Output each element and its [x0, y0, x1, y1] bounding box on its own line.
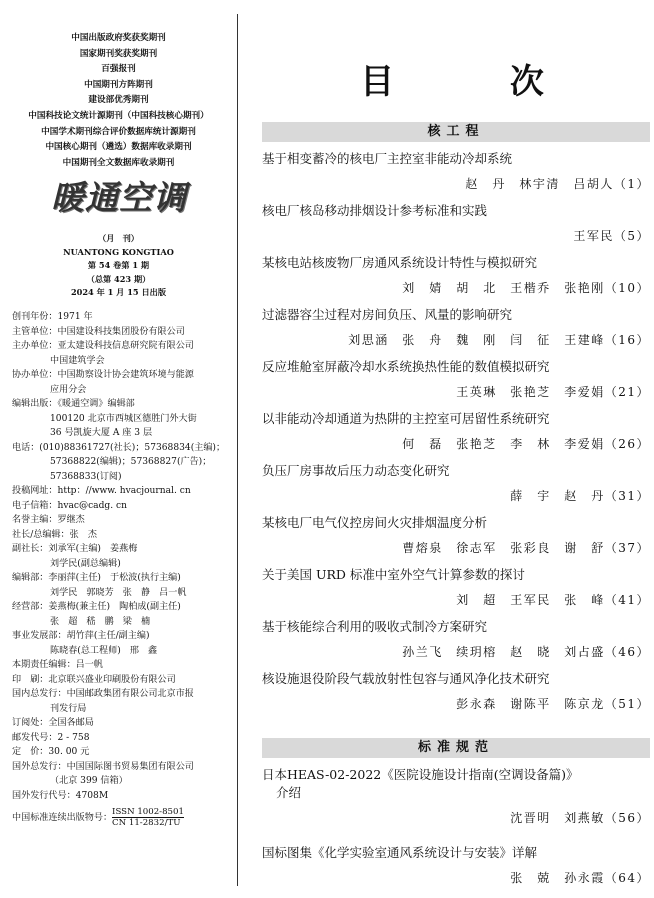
info-value: 胡竹萍(主任/副主编) [66, 631, 150, 641]
award-item: 中国核心期刊（遴选）数据库收录期刊 [45, 142, 192, 153]
article-title: 基于相变蓄冷的核电厂主控室非能动冷却系统 [262, 151, 513, 166]
info-label: 国外总发行： [12, 761, 67, 772]
info-row [12, 745, 234, 760]
issn: ISSN 1002-8501 [112, 807, 184, 817]
article-authors-page: 赵 丹 林宇清 吕胡人（1） [465, 177, 650, 191]
info-value: 2 - 758 [57, 732, 90, 743]
info-row [12, 325, 234, 340]
info-row [12, 499, 234, 514]
article-authors-page: 何 磊 张艳芝 李 林 李爱娟（26） [402, 437, 650, 451]
article-authors-page: 沈晋明 刘燕敏（56） [510, 811, 650, 825]
info-value-continued: 张 超 嵇 鹏 梁 楠 [50, 616, 151, 627]
info-row [12, 658, 234, 673]
info-value: hvac@cadg. cn [57, 500, 127, 511]
award-item: 国家期刊奖获奖期刊 [79, 48, 158, 59]
serial-number-label: 中国标准连续出版物号： [12, 813, 113, 823]
info-label: 本期责任编辑： [12, 660, 76, 670]
publication-info [12, 310, 234, 828]
info-label: 经营部： [12, 602, 49, 612]
info-value-continued: 100120 北京市西城区德胜门外大街 [50, 413, 197, 424]
info-value: 刘承军(主编) 姜燕梅 [48, 544, 138, 554]
toc-entry[interactable] [262, 202, 650, 245]
toc-entry[interactable] [262, 514, 650, 557]
info-label: 印 刷： [12, 674, 49, 685]
article-authors-page: 彭永森 谢陈平 陈京龙（51） [456, 697, 650, 711]
toc-title: 目 次 [360, 62, 596, 102]
article-authors-page: 刘 婧 胡 北 王楷乔 张艳刚（10） [402, 281, 650, 295]
award-item: 中国期刊全文数据库收录期刊 [62, 157, 175, 168]
info-row [12, 368, 234, 397]
info-label: 国外发行代号： [12, 790, 76, 801]
info-value: 中国邮政集团有限公司北京市报 [66, 689, 194, 699]
info-value-continued: 中国建筑学会 [50, 355, 105, 366]
article-title: 负压厂房事故后压力动态变化研究 [262, 463, 450, 478]
info-value: 中国建设科技集团股份有限公司 [57, 326, 185, 337]
info-label: 编辑出版： [12, 399, 58, 409]
issue-info [0, 232, 237, 300]
info-row [12, 484, 234, 499]
info-value: 李丽萍(主任) 于松波(执行主编) [48, 573, 181, 583]
info-label: 定 价： [12, 747, 49, 757]
info-value-continued: 刊发行局 [50, 703, 87, 714]
info-row [12, 716, 234, 731]
serial-number-row [12, 807, 234, 828]
volume: 第 54 卷第 1 期 [87, 260, 150, 271]
info-value: 吕一帆 [75, 660, 103, 670]
toc-entry[interactable] [262, 844, 650, 887]
info-row [12, 397, 234, 441]
info-row [12, 441, 234, 485]
section-header: 核工程 [262, 122, 650, 142]
info-label: 协办单位： [12, 370, 58, 380]
toc-entry[interactable] [262, 670, 650, 713]
info-value-continued: 陈晓春(总工程师) 邢 鑫 [50, 645, 158, 656]
article-title: 某核电厂电气仪控房间火灾排烟温度分析 [262, 515, 488, 530]
info-label: 社长/总编辑： [12, 529, 70, 540]
masthead-column [0, 0, 237, 898]
info-label: 订阅处： [12, 718, 49, 728]
article-title: 某核电站核废物厂房通风系统设计特性与模拟研究 [262, 255, 538, 270]
column-divider [237, 14, 238, 886]
publish-date: 2024 年 1 月 15 日出版 [70, 287, 167, 298]
article-authors-page: 孙兰飞 续玥榕 赵 晓 刘占盛（46） [402, 645, 650, 659]
info-row [12, 542, 234, 571]
info-value: 北京联兴盛业印刷股份有限公司 [48, 674, 176, 685]
info-value: 张 杰 [69, 529, 97, 540]
toc-entry[interactable] [262, 462, 650, 505]
info-row [12, 687, 234, 716]
info-label: 编辑部： [12, 573, 49, 583]
article-authors-page: 张 兢 孙永霞（64） [510, 871, 650, 885]
info-row [12, 600, 234, 629]
info-label: 电话： [12, 442, 40, 453]
article-authors-page: 刘思涵 张 舟 魏 刚 闫 征 王建峰（16） [348, 333, 650, 347]
award-item: 中国学术期刊综合评价数据库统计源期刊 [41, 126, 196, 137]
info-value: (010)88361727(社长)；57368834(主编)； [39, 442, 226, 453]
article-title-continued: 介绍 [276, 785, 302, 800]
toc-entry[interactable] [262, 358, 650, 401]
article-title: 国标图集《化学实验室通风系统设计与安装》详解 [262, 845, 538, 860]
info-row [12, 629, 234, 658]
info-value-continued: 57368833(订阅) [50, 471, 122, 482]
info-label: 邮发代号： [12, 732, 58, 743]
article-authors-page: 王英琳 张艳芝 李爱娟（21） [456, 385, 650, 399]
article-authors-page: 王军民（5） [573, 229, 650, 243]
article-title: 基于核能综合利用的吸收式制冷方案研究 [262, 619, 488, 634]
info-value: http：//www. hvacjournal. cn [57, 486, 191, 496]
info-value: 《暖通空调》编辑部 [57, 399, 135, 409]
info-label: 主管单位： [12, 326, 58, 337]
frequency: （月 刊） [98, 233, 139, 243]
info-row [12, 789, 234, 804]
toc-entry[interactable] [262, 618, 650, 661]
info-value: 中国勘察设计协会建筑环境与能源 [57, 370, 194, 380]
info-value: 4708M [75, 790, 109, 801]
info-label: 投稿网址： [12, 486, 58, 496]
info-label: 事业发展部： [12, 631, 67, 641]
info-value-continued: 刘学民(副总编辑) [50, 558, 121, 569]
info-value-continued: 刘学民 郭晓芳 张 静 吕一帆 [50, 587, 187, 598]
article-authors-page: 刘 超 王军民 张 峰（41） [456, 593, 650, 607]
article-title: 以非能动冷却通道为热阱的主控室可居留性系统研究 [262, 411, 550, 426]
award-item: 建设部优秀期刊 [88, 95, 149, 106]
article-title: 核电厂核岛移动排烟设计参考标准和实践 [262, 203, 488, 218]
info-value-continued: 36 号凯旋大厦 A 座 3 层 [50, 428, 153, 438]
awards-list [0, 31, 237, 171]
info-label: 名誉主编： [12, 515, 58, 525]
toc-entry[interactable] [262, 150, 650, 193]
info-label: 副社长： [12, 544, 49, 554]
info-value: 罗继杰 [57, 515, 85, 525]
article-authors-page: 曹熔泉 徐志军 张彩良 谢 舒（37） [402, 541, 650, 555]
table-of-contents [250, 0, 650, 898]
info-value: 姜燕梅(兼主任) 陶柏成(副主任) [48, 602, 181, 612]
section-header: 标准规范 [262, 738, 650, 758]
info-value: 全国各邮局 [48, 718, 94, 728]
pinyin-title: NUANTONG KONGTIAO [63, 246, 174, 257]
info-row [12, 310, 234, 325]
info-value-continued: 应用分会 [50, 384, 87, 395]
cn-number: CN 11-2832/TU [112, 818, 181, 828]
info-value-continued: （北京 399 信箱） [50, 776, 128, 786]
info-value: 中国国际图书贸易集团有限公司 [66, 761, 194, 772]
info-row [12, 528, 234, 543]
article-title: 核设施退役阶段气载放射性包容与通风净化技术研究 [262, 671, 550, 686]
info-row [12, 731, 234, 746]
info-row [12, 339, 234, 368]
toc-entry[interactable] [262, 766, 650, 827]
award-item: 中国科技论文统计源期刊（中国科技核心期刊） [28, 110, 209, 121]
article-authors-page: 薛 宇 赵 丹（31） [510, 489, 650, 503]
article-title: 日本HEAS-02-2022《医院设施设计指南(空调设备篇)》 [262, 767, 579, 782]
toc-entry[interactable] [262, 306, 650, 349]
article-title: 反应堆舱室屏蔽冷却水系统换热性能的数值模拟研究 [262, 359, 550, 374]
award-item: 中国期刊方阵期刊 [84, 79, 153, 90]
info-value: 亚太建设科技信息研究院有限公司 [57, 341, 194, 351]
info-row [12, 571, 234, 600]
toc-entry[interactable] [262, 566, 650, 609]
toc-entry[interactable] [262, 254, 650, 297]
article-title: 过滤器容尘过程对房间负压、风量的影响研究 [262, 307, 513, 322]
award-item: 百强报刊 [101, 64, 136, 75]
info-value-continued: 57368822(编辑)；57368827(广告)； [50, 457, 212, 467]
journal-logo: 暖通空调 [51, 178, 187, 217]
info-value: 30. 00 元 [48, 747, 90, 757]
info-label: 国内总发行： [12, 689, 67, 699]
info-row [12, 760, 234, 789]
total-issue: （总第 423 期） [86, 273, 151, 284]
info-row [12, 673, 234, 688]
info-label: 主办单位： [12, 341, 58, 351]
info-row [12, 513, 234, 528]
article-title: 关于美国 URD 标准中室外空气计算参数的探讨 [262, 567, 525, 582]
info-label: 创刊年份： [12, 312, 58, 322]
info-value: 1971 年 [57, 312, 93, 322]
award-item: 中国出版政府奖获奖期刊 [71, 33, 166, 43]
info-label: 电子信箱： [12, 500, 58, 511]
toc-entry[interactable] [262, 410, 650, 453]
issn-cn-fraction [112, 807, 184, 828]
